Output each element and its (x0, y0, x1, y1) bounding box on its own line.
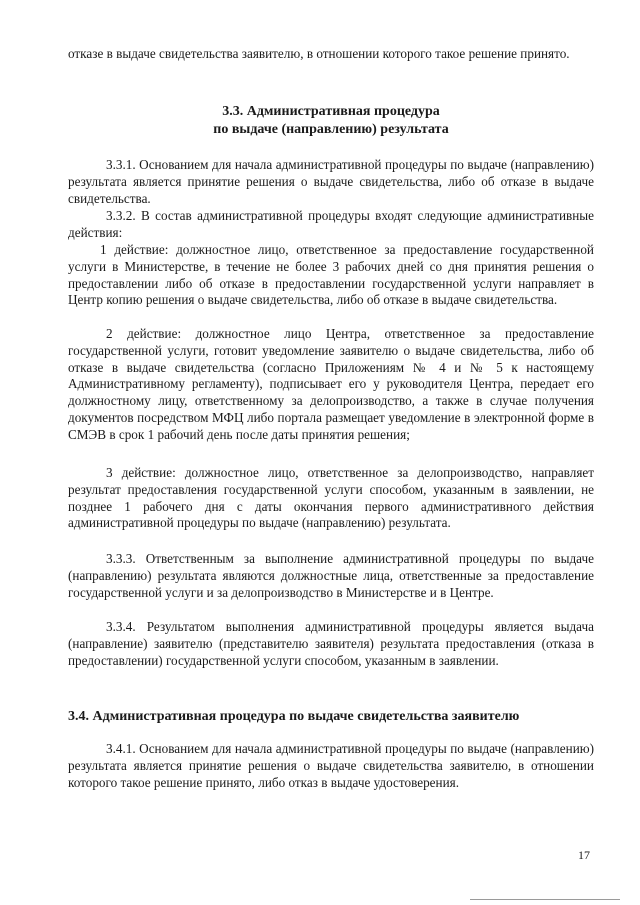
paragraph-3-3-4: 3.3.4. Результатом выполнения административной процедуры является выдача (направление) заявителю (представителю заявителя) результата предоставления (отказа в предоставлении) государственной услуги способом, указанным в заявлении. (68, 619, 594, 668)
action-1-paragraph: 1 действие: должностное лицо, ответственное за предоставление государственной услуги в Министерстве, в течение не более 3 рабочих дней со дня принятия решения о предоставлении либо об отказе в предоставлении государственной услуги направляет в Центр копию решения о выдаче свидетельства, либо об отказе в выдаче свидетельства. (68, 242, 594, 308)
section-3-4-heading: 3.4. Административная процедура по выдаче свидетельства заявителю (68, 709, 520, 724)
page-number: 17 (578, 848, 590, 862)
paragraph-3-3-1: 3.3.1. Основанием для начала административной процедуры по выдаче (направлению) результата является принятие решения о выдаче свидетельства, либо об отказе в выдаче свидетельства. (68, 157, 594, 206)
intro-paragraph: отказе в выдаче свидетельства заявителю, в отношении которого такое решение принято. (68, 46, 570, 61)
paragraph-3-3-2: 3.3.2. В состав административной процедуры входят следующие административные действия: (68, 208, 594, 240)
paragraph-3-4-1: 3.4.1. Основанием для начала административной процедуры по выдаче (направлению) результата является принятие решения о выдаче свидетельства заявителю, в отношении которого такое решение принято, либо отказ в выдаче удостоверения. (68, 741, 594, 790)
section-3-3-heading-line1: 3.3. Административная процедура (222, 104, 440, 119)
section-3-3-heading-line2: по выдаче (направлению) результата (213, 122, 449, 137)
action-3-paragraph: 3 действие: должностное лицо, ответственное за делопроизводство, направляет результат предоставления государственной услуги способом, указанным в заявлении, не позднее 1 рабочего дня с даты окончания первого административного действия административной процедуры по выдаче (направлению) результата. (68, 465, 594, 531)
scan-edge-line (470, 899, 620, 900)
paragraph-3-3-3: 3.3.3. Ответственным за выполнение административной процедуры по выдаче (направлению) результата являются должностные лица, ответственные за предоставление государственной услуги и за делопроизводство в Министерстве и в Центре. (68, 551, 594, 600)
action-2-paragraph: 2 действие: должностное лицо Центра, ответственное за предоставление государственной услуги, готовит уведомление заявителю о выдаче свидетельства, либо об отказе в выдаче свидетельства (согласно Приложениям № 4 и № 5 к настоящему Административному регламенту), подписывает его у руководителя Центра, передает его должностному лицу, ответственному за делопроизводство, а также в случае получения документов посредством МФЦ либо портала размещает уведомление в электронной форме в СМЭВ в срок 1 рабочий день после даты принятия решения; (68, 326, 594, 442)
